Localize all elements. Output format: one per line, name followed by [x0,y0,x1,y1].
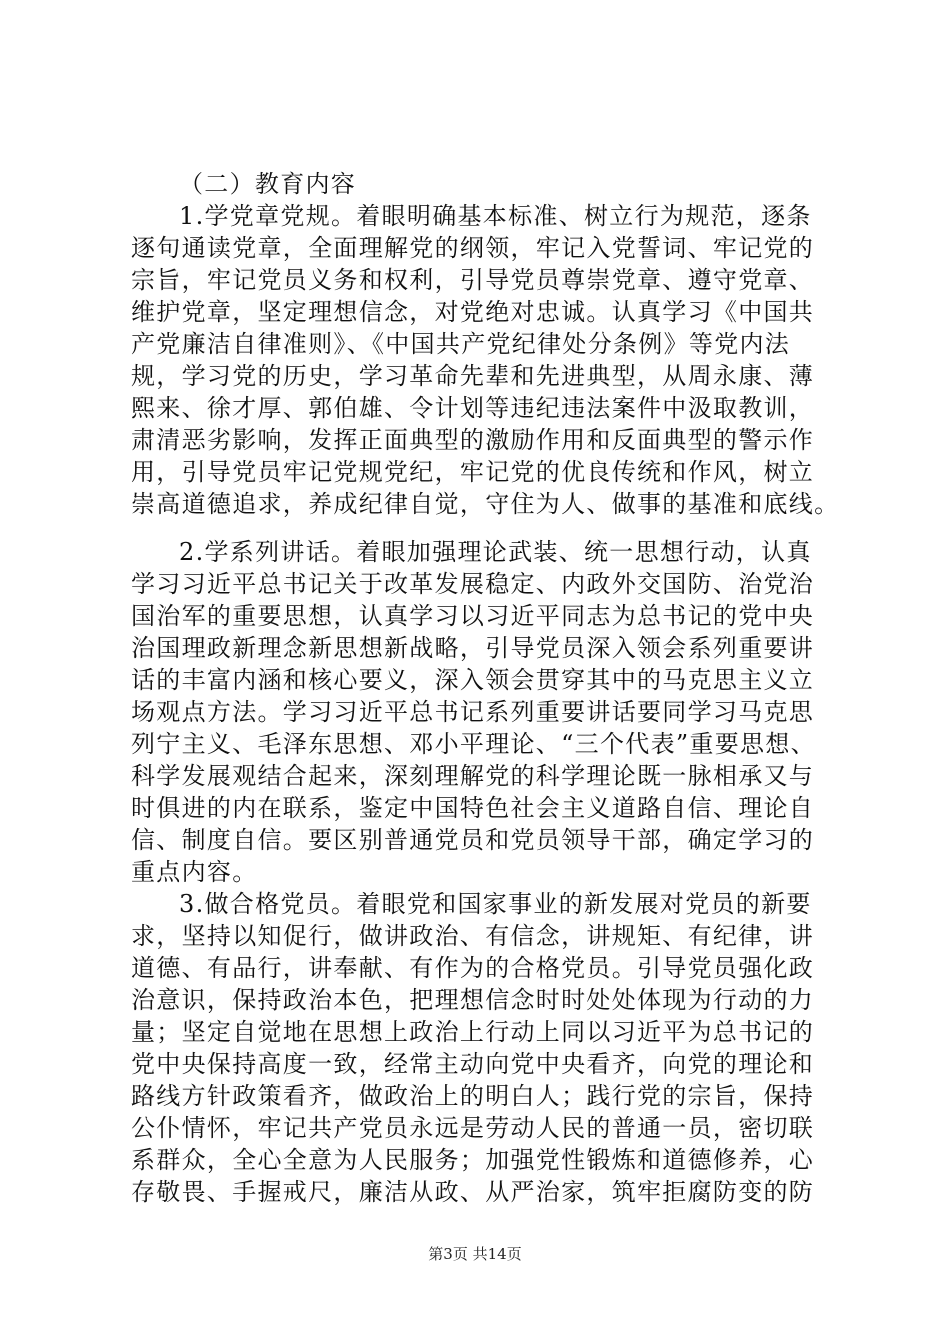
paragraph-line: 国治军的重要思想，认真学习以习近平同志为总书记的党中央 [131,602,815,630]
paragraph-spacer [131,520,835,536]
paragraph-line: 崇高道德追求，养成纪律自觉，守住为人、做事的基准和底线。 [131,490,840,518]
paragraph-line: 公仆情怀，牢记共产党员永远是劳动人民的普通一员，密切联 [131,1114,815,1142]
paragraph-line: 存敬畏、手握戒尺，廉洁从政、从严治家，筑牢拒腐防变的防 [131,1178,815,1206]
paragraph-line: 党中央保持高度一致，经常主动向党中央看齐，向党的理论和 [131,1050,815,1078]
paragraph-line: 场观点方法。学习习近平总书记系列重要讲话要同学习马克思 [131,698,815,726]
paragraph-line: 1.学党章党规。着眼明确基本标准、树立行为规范，逐条 [179,202,812,230]
paragraph-line: 话的丰富内涵和核心要义，深入领会贯穿其中的马克思主义立 [131,666,815,694]
document-body [131,168,840,1208]
paragraph-line: 2.学系列讲话。着眼加强理论武装、统一思想行动，认真 [179,538,812,566]
paragraph-line: 道德、有品行，讲奉献、有作为的合格党员。引导党员强化政 [131,954,815,982]
paragraph-2 [131,536,835,888]
paragraph-line: 列宁主义、毛泽东思想、邓小平理论、“三个代表”重要思想、 [131,730,816,758]
paragraph-line: 3.做合格党员。着眼党和国家事业的新发展对党员的新要 [179,890,812,918]
paragraph-line: 逐句通读党章，全面理解党的纲领，牢记入党誓词、牢记党的 [131,234,815,262]
paragraph-line: 系群众，全心全意为人民服务；加强党性锻炼和道德修养，心 [131,1146,815,1174]
paragraph-line: 时俱进的内在联系，鉴定中国特色社会主义道路自信、理论自 [131,794,815,822]
paragraph-line: 维护党章，坚定理想信念，对党绝对忠诚。认真学习《中国共 [131,298,815,326]
page-number-footer: 第3页 共14页 [428,1245,522,1263]
paragraph-line: 路线方针政策看齐，做政治上的明白人；践行党的宗旨，保持 [131,1082,815,1110]
paragraph-line: 学习习近平总书记关于改革发展稳定、内政外交国防、治党治 [131,570,815,598]
paragraph-line: 治意识，保持政治本色，把理想信念时时处处体现为行动的力 [131,986,815,1014]
paragraph-line: 信、制度自信。要区别普通党员和党员领导干部，确定学习的 [131,826,815,854]
paragraph-line: 规，学习党的历史，学习革命先辈和先进典型，从周永康、薄 [131,362,815,390]
paragraph-line: 科学发展观结合起来，深刻理解党的科学理论既一脉相承又与 [131,762,815,790]
paragraph-line: 宗旨，牢记党员义务和权利，引导党员尊崇党章、遵守党章、 [131,266,815,294]
paragraph-line: 用，引导党员牢记党规党纪，牢记党的优良传统和作风，树立 [131,458,815,486]
paragraph-line: 求，坚持以知促行，做讲政治、有信念，讲规矩、有纪律，讲 [131,922,815,950]
section-heading: （二）教育内容 [179,170,357,198]
paragraph-line: 治国理政新理念新思想新战略，引导党员深入领会系列重要讲 [131,634,815,662]
paragraph-line: 量；坚定自觉地在思想上政治上行动上同以习近平为总书记的 [131,1018,815,1046]
paragraph-line: 产党廉洁自律准则》、《中国共产党纪律处分条例》等党内法 [131,330,791,358]
paragraph-3 [131,888,835,1208]
paragraph-line: 肃清恶劣影响，发挥正面典型的激励作用和反面典型的警示作 [131,426,815,454]
paragraph-line: 熙来、徐才厚、郭伯雄、令计划等违纪违法案件中汲取教训， [131,394,815,422]
paragraph-line: 重点内容。 [131,858,258,886]
paragraph-1 [131,200,840,520]
